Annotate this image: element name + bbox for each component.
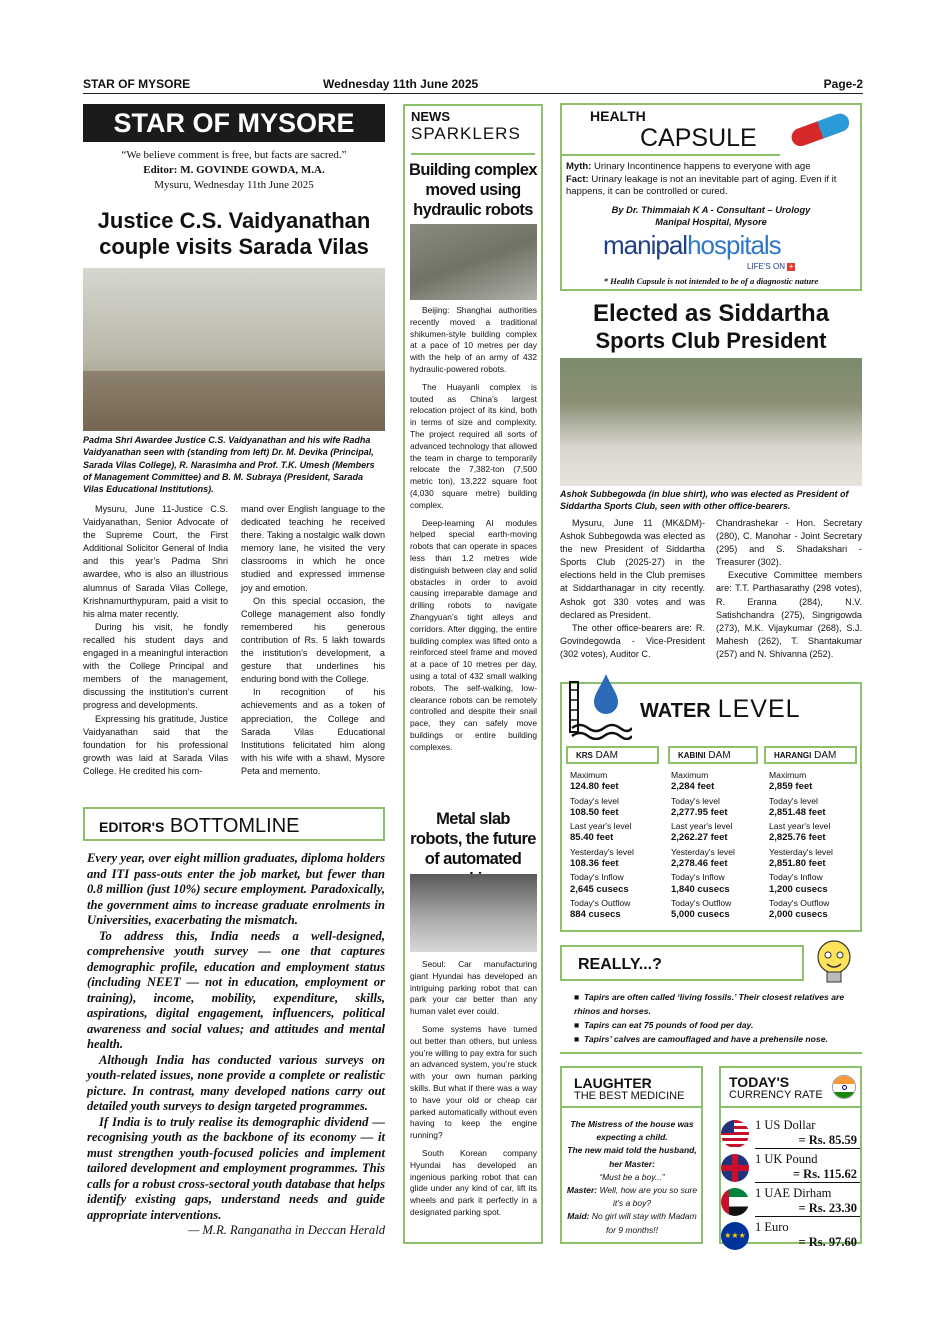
dam-table-krs (570, 770, 665, 921)
dam-header-krs (566, 746, 659, 764)
news-story-1 (410, 305, 537, 753)
currency-unit: 1 UK Pound (755, 1152, 818, 1166)
dam-label: Today's Inflow (769, 872, 823, 883)
dam-value: 884 cusecs (570, 909, 621, 921)
dam-value: 2,284 feet (671, 781, 715, 793)
dam-label: Last year's level (671, 821, 733, 832)
uae-flag-icon (721, 1188, 749, 1216)
dam-value: 108.36 feet (570, 858, 619, 870)
news-para: South Korean company Hyundai has developed an ingenious parking robot that can glide under any kind of car, lift its wheels and park it perfectly in a designated parking spot. (410, 1147, 537, 1217)
dam-label: Today's level (769, 795, 818, 806)
news-headline-2: Metal slab robots, the future of automated (410, 810, 536, 868)
dam-label: Today's Inflow (570, 872, 624, 883)
dam-value: 2,851.80 feet (769, 858, 826, 870)
dam-value: 2,262.27 feet (671, 832, 728, 844)
news-para: Seoul: Car manufacturing giant Hyundai has developed an intriguing parking robot that can park your car better than any human valet ever could. (410, 959, 537, 1017)
dam-name: KABINI (678, 751, 706, 760)
lead-photo (83, 268, 385, 431)
masthead-dateline: Mysuru, Wednesday 11th June 2025 (154, 179, 314, 191)
water-level-label (640, 695, 801, 724)
dam-value: 2,278.46 feet (671, 858, 728, 870)
lead-para: In recognition of his achievements and as a token of appreciation, the College and Sarada Vilas Educational Institutions felicitated him along with his wife with a shawl, Mysore Peta and memento. (241, 687, 385, 776)
joke-speaker: Master: (566, 1185, 598, 1196)
club-para: Executive Committee members are: T.T. Parthasarathy (298 votes), R. Eranna (284), N.V. Satishchandra (275), Singrigowda (273), M.K. Vijaykumar (268), S.J. Mahesh (262), T. Shantakumar (257) and N. Shivanna (252). (716, 570, 862, 659)
dam-table-kabini (671, 770, 763, 921)
health-label-b: CAPSULE (640, 124, 757, 152)
editorial-body (87, 851, 385, 1239)
health-label-a: HEALTH (590, 108, 646, 124)
dam-suffix: DAM (595, 750, 618, 761)
lead-headline-line1: Justice C.S. Vaidyanathan (97, 208, 371, 233)
dam-name: HARANGI (774, 751, 812, 760)
really-fact-text: Tapirs are often called ‘living fossils.’ Their closest relatives are rhinos and horses. (574, 992, 845, 1016)
currency-label-b: CURRENCY RATE (729, 1089, 823, 1101)
currency-unit: 1 US Dollar (755, 1118, 816, 1132)
club-para: Mysuru, June 11 (MK&DM)- Ashok Subbegowda was elected as the new President of Siddartha Sports Club (2025-27) in the elections held in the Club premises at Siddarthanagar in city recently. Ashok got 330 votes and was declared as President. (560, 518, 705, 620)
news-sparklers-label (411, 109, 535, 155)
currency-unit: 1 UAE Dirham (755, 1186, 832, 1200)
dam-label: Maximum (769, 770, 807, 780)
dam-label: Today's level (671, 795, 720, 806)
dam-table-harangi (769, 770, 859, 921)
water-drop-icon (568, 670, 632, 740)
currency-rate: = Rs. 85.59 (798, 1133, 857, 1147)
health-divider (560, 154, 780, 156)
news-para: Some systems have turned out better than others, but unless you’re willing to pay extra for such an advanced system, you’re stuck with your own human parking skills. But what if there was a way to have your old or cheap car parked automatically without even having to keep the engine running? (410, 1023, 537, 1141)
lead-body-col1 (83, 503, 228, 778)
lead-para: On this special occasion, the College management also fondly remembered his generous contribution of Rs. 5 lakh towards the institution’s development, a gesture that underlines his enduring bond with the College. (241, 595, 385, 685)
dam-value: 1,840 cusecs (671, 883, 730, 895)
dam-value: 5,000 cusecs (671, 909, 730, 921)
dam-value: 2,277.95 feet (671, 806, 728, 818)
dam-suffix: DAM (814, 750, 837, 761)
club-para: The other office-bearers are: R. Govindegowda - Vice-President (302 votes), Auditor C. (560, 622, 705, 659)
joke-line: Well, how are you so sure it’s a boy? (597, 1185, 698, 1209)
club-body-col1 (560, 517, 705, 661)
dam-value: 2,000 cusecs (769, 909, 828, 921)
editorial-para: If India is to truly realise its demographic dividend — recognising youth as the backbone of its economy — it must strengthen youth-focused policies and implement tailored development and employment programmes. This calls for a robust cross-sectoral youth database that helps identify existing gaps, understand needs and guide appropriate interventions. (87, 1114, 385, 1222)
india-flag-icon (832, 1075, 856, 1099)
dam-value: 2,825.76 feet (769, 832, 826, 844)
health-label (590, 108, 646, 124)
dam-name: KRS (576, 751, 593, 760)
dam-label: Today's Outflow (570, 897, 631, 908)
news-label-b: SPARKLERS (411, 124, 521, 143)
dam-label: Yesterday's level (570, 846, 634, 857)
joke-line: The Mistress of the house was expecting a child. (570, 1119, 694, 1143)
masthead-editor: Editor: M. GOVINDE GOWDA, M.A. (143, 164, 325, 176)
really-facts (574, 990, 864, 1046)
lead-para: mand over English language to the dedicated teaching he received there. Taking a nostalgic walk down memory lane, he visited the very classrooms in which he once studied and expressed immense joy and emotion. (241, 504, 385, 593)
myth-text: Urinary Incontinence happens to everyone with age (591, 161, 811, 172)
dam-label: Yesterday's level (671, 846, 735, 857)
really-label: REALLY...? (560, 945, 804, 981)
club-photo-caption: Ashok Subbegowda (in blue shirt), who was elected as President of Siddartha Sports Club, seen with other office-bearers. (560, 489, 849, 512)
dam-value: 2,645 cusecs (570, 883, 629, 895)
currency-unit: 1 Euro (755, 1220, 789, 1234)
manipal-tagline: LIFE'S ON + (747, 262, 794, 271)
currency-rate: = Rs. 23.30 (798, 1201, 857, 1215)
news-para: The Huayanli complex is touted as China’s largest relocation project of its kind, both in terms of size and complexity. The project required all sorts of advanced technology that allowed the team in charge to temporarily relocate the 7,382-ton (7,500 metric ton), 13,222 square foot (4,030 square metre) building complex. (410, 381, 537, 510)
dam-value: 2,859 feet (769, 781, 813, 793)
joke-speaker: Maid: (567, 1211, 590, 1222)
editorial-credit: — M.R. Ranganatha in Deccan Herald (188, 1223, 385, 1237)
club-para: Chandrashekar - Hon. Secretary (280), C. Manohar - Joint Secretary (295) and S. Shadakshari - Treasurer (302). (716, 518, 862, 568)
health-author (560, 204, 862, 228)
club-headline-line2: Sports Club President (595, 328, 827, 353)
page-header (83, 76, 863, 94)
dam-value: 124.80 feet (570, 781, 619, 793)
dam-header-harangi (764, 746, 857, 764)
manipal-logo-a: manipal (603, 230, 688, 260)
lead-para: Expressing his gratitude, Justice Vaidyanathan said that the foundation for his professional growth was laid at Sarada Vilas College. He credited his com- (83, 713, 228, 776)
currency-rows (721, 1118, 862, 1249)
editorial-para: To address this, India needs a well-designed, comprehensive youth survey — one that captures demographic profile, education and employment status (including NEET — not in education, employment or training), income, mobility, expenditure, skills, aspirations, digital engagement, influencers, political awareness and social values; and attitudes and mental health. (87, 928, 385, 1051)
editorial-label-a: EDITOR'S (99, 819, 165, 835)
dam-label: Maximum (671, 770, 709, 780)
currency-rate: = Rs. 97.60 (798, 1235, 857, 1249)
masthead-block (83, 148, 385, 193)
news-photo-1 (410, 224, 537, 300)
editorial-label (83, 807, 385, 841)
dam-label: Yesterday's level (769, 846, 833, 857)
dam-label: Today's Outflow (671, 897, 732, 908)
lightbulb-icon (812, 937, 856, 989)
club-headline-line1: Elected as Siddartha (592, 300, 830, 327)
club-headline (560, 300, 862, 354)
editorial-label-b: BOTTOMLINE (169, 815, 300, 837)
lead-para: Mysuru, June 11-Justice C.S. Vaidyanathan, Senior Advocate of the Supreme Court, the First Additional Solicitor General of India and this year’s Padma Shri awardee, who is also an illustrious alumnus of Sarada Vilas College, Krishnamurthypuram, paid a visit to his alma mater recently. (83, 504, 228, 619)
myth-label: Myth: (566, 161, 592, 172)
header-date: Wednesday 11th June 2025 (323, 77, 479, 91)
masthead-motto: “We believe comment is free, but facts are sacred.” (121, 149, 347, 161)
water-label-a: WATER (640, 700, 711, 722)
masthead-title: STAR OF MYSORE (83, 104, 385, 142)
us-flag-icon (721, 1120, 749, 1148)
dam-value: 2,851.48 feet (769, 806, 826, 818)
lead-body-col2 (241, 503, 385, 778)
dam-label: Today's Outflow (769, 897, 830, 908)
really-fact-text: Tapirs can eat 75 pounds of food per day. (583, 1020, 754, 1030)
joke-line: No girl will stay with Madam for 9 months!! (589, 1211, 697, 1235)
news-photo-2 (410, 874, 537, 952)
really-fact: ■ Tapirs are often called ‘living fossils.’ Their closest relatives are rhinos and horses. (574, 992, 845, 1016)
dam-label: Today's level (570, 795, 619, 806)
club-body-col2 (716, 517, 862, 661)
joke-line: The new maid told the husband, her Master: (567, 1145, 697, 1169)
lead-photo-caption: Padma Shri Awardee Justice C.S. Vaidyanathan and his wife Radha Vaidyanathan seen with (standing from left) Dr. M. Devika (Principal, Sarada Vilas College), R. Narasimha and Prof. T.K. Umesh (Members of Management Committee) and B. M. Subraya (President, Sarada Vilas Educational Institutions). (83, 435, 375, 495)
pill-icon (784, 112, 856, 146)
lead-para: During his visit, he fondly recalled his student days and engaged in a meaningful interaction with the College Principal and members of the management, discussing the institution’s current progress and developments. (83, 621, 228, 711)
really-fact: ■ Tapirs’ calves are camouflaged and have a prehensile nose. (574, 1034, 828, 1044)
dam-suffix: DAM (708, 750, 731, 761)
club-photo (560, 358, 862, 486)
laughter-label (560, 1068, 703, 1108)
laughter-joke (566, 1118, 698, 1237)
manipal-tagline-text: LIFE'S ON (747, 262, 785, 271)
header-page-number: Page-2 (823, 77, 863, 91)
lead-headline-line2: couple visits Sarada Vilas (99, 234, 369, 259)
currency-row (721, 1220, 861, 1250)
dam-label: Maximum (570, 770, 608, 780)
news-para: Beijing: Shanghai authorities recently moved a traditional shikumen-style building complex at a pace of 10 metres per day with the help of an army of 432 hydraulic-powered robots. (410, 305, 537, 374)
dam-label: Last year's level (570, 821, 632, 832)
really-fact-text: Tapirs’ calves are camouflaged and have a prehensile nose. (583, 1034, 828, 1044)
dam-header-kabini (668, 746, 758, 764)
laughter-label-b: THE BEST MEDICINE (574, 1090, 685, 1102)
editorial-para: Every year, over eight million graduates, diploma holders and ITI pass-outs enter the job market, but fewer than 0.8 million (just 10%) secure employment. Paradoxically, the government aims to increase graduate enrolments in Universities, exacerbating the mismatch. (87, 851, 385, 927)
news-headline-1: Building complex moved using hydraulic robots (409, 161, 537, 219)
news-label-a: NEWS (411, 109, 450, 124)
fact-text: Urinary leakage is not an inevitable part of aging. Even if it happens, it can be controlled or cured. (566, 173, 837, 197)
dam-value: 108.50 feet (570, 806, 619, 818)
news-para: Deep-learning AI modules helped special earth-moving robots that can operate in spaces less than 1.2 metres wide distinguish between clay and solid obstacles in order to avoid causing irreparable damage and drilling robots to navigate Zhangyuan’s tight alleys and corridors. After digging, the entire building complex was lifted onto a reinforced steel frame and moved at a pace of 10 metres per day, using a total of 432 small walking robots. The self-walking, low-clearance robots can be remotely controlled and despite their snail pace, they can safely move buildings or entire building complexes. (410, 517, 537, 752)
currency-rate: = Rs. 115.62 (792, 1167, 857, 1181)
health-disclaimer: * Health Capsule is not intended to be of a diagnostic nature (603, 276, 819, 286)
health-text (566, 161, 858, 199)
uk-flag-icon (721, 1154, 749, 1182)
joke-line: “Must be a boy...” (599, 1171, 665, 1182)
water-label-b: LEVEL (717, 695, 801, 723)
health-author-name: By Dr. Thimmaiah K A - Consultant – Urology (611, 205, 811, 215)
editorial-para: Although India has conducted various surveys on youth-related issues, none provide a complete or realistic picture. In contrast, many developed nations carry out detailed youth surveys to design targeted programmes. (87, 1052, 385, 1113)
dam-label: Last year's level (769, 821, 831, 832)
dam-value: 1,200 cusecs (769, 883, 828, 895)
currency-label-a: TODAY'S (729, 1074, 790, 1090)
manipal-logo-b: hospitals (687, 230, 781, 260)
header-paper-name: STAR OF MYSORE (83, 77, 191, 91)
dam-value: 85.40 feet (570, 832, 614, 844)
news-story-2 (410, 959, 537, 1219)
health-author-hospital: Manipal Hospital, Mysore (655, 217, 767, 227)
lead-headline (83, 208, 385, 260)
manipal-logo (603, 230, 781, 261)
really-fact: ■ Tapirs can eat 75 pounds of food per day. (574, 1020, 754, 1030)
eu-flag-icon: ★★★ (721, 1222, 749, 1250)
dam-label: Today's Inflow (671, 872, 725, 883)
laughter-label-a: LAUGHTER (574, 1075, 652, 1091)
fact-label: Fact: (566, 173, 589, 185)
